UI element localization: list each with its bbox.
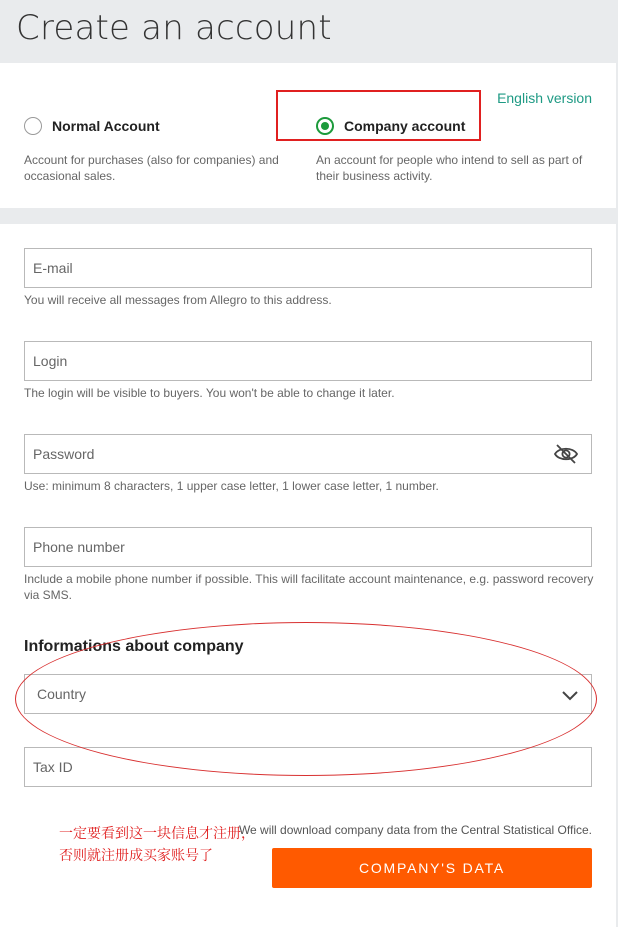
eye-slash-icon[interactable] — [553, 443, 579, 465]
company-account-label: Company account — [344, 118, 466, 134]
email-field[interactable] — [24, 248, 592, 288]
download-note: We will download company data from the Central Statistical Office. — [238, 823, 592, 837]
login-hint: The login will be visible to buyers. You won't be able to change it later. — [24, 386, 395, 400]
company-account-description: An account for people who intend to sell as part of their business activity. — [316, 153, 583, 183]
annotation-note: 一定要看到这一块信息才注册，否则就注册成买家账号了 — [59, 826, 255, 864]
login-field[interactable] — [24, 341, 592, 381]
phone-field[interactable] — [24, 527, 592, 567]
password-placeholder: Password — [33, 446, 95, 462]
page-header — [0, 0, 618, 63]
company-data-button[interactable]: COMPANY'S DATA — [272, 848, 592, 888]
annotation-highlight-box — [276, 90, 481, 141]
phone-hint: Include a mobile phone number if possible. This will facilitate account maintenance, e.g. password recovery via SMS. — [24, 572, 594, 602]
chevron-down-icon — [561, 686, 579, 704]
normal-account-option[interactable] — [24, 117, 160, 135]
password-hint: Use: minimum 8 characters, 1 upper case letter, 1 lower case letter, 1 number. — [24, 479, 439, 493]
company-section-title: Informations about company — [24, 638, 244, 655]
normal-account-radio[interactable] — [24, 117, 42, 135]
tax-id-field[interactable] — [24, 747, 592, 787]
country-select[interactable] — [24, 674, 592, 714]
phone-placeholder: Phone number — [33, 539, 125, 555]
english-version-link[interactable]: English version — [497, 90, 592, 106]
email-placeholder: E-mail — [33, 260, 73, 276]
normal-account-label: Normal Account — [52, 118, 160, 134]
normal-account-description: Account for purchases (also for companies) and occasional sales. — [24, 153, 279, 183]
country-placeholder: Country — [37, 686, 87, 702]
section-divider — [0, 208, 618, 224]
tax-id-placeholder: Tax ID — [33, 759, 73, 775]
page-title: Create an account — [16, 8, 332, 48]
email-hint: You will receive all messages from Allegro to this address. — [24, 293, 332, 307]
password-field[interactable] — [24, 434, 592, 474]
login-placeholder: Login — [33, 353, 68, 369]
